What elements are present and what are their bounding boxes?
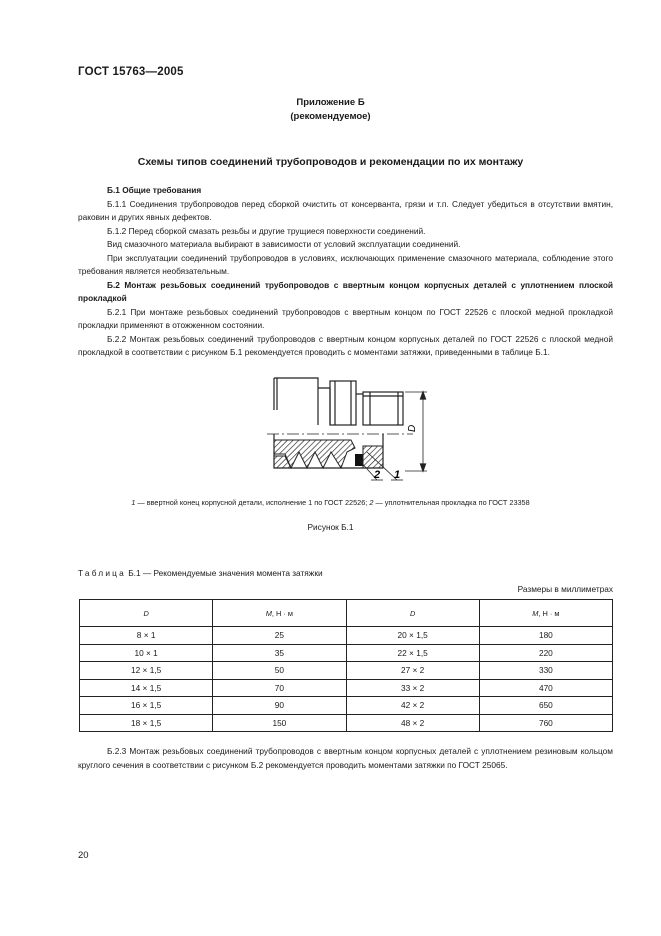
header-d-1: D [80,600,213,627]
section-b2-heading: Б.2 Монтаж резьбовых соединений трубопроводов с ввертным концом корпусных деталей с уплотнением плоской прокладкой [78,279,613,303]
paragraph-b1-3: Вид смазочного материала выбирают в зависимости от условий эксплуатации соединений. [107,239,461,249]
table-row: 12 × 1,5 50 27 × 2 330 [80,662,613,680]
paragraph-b2-1: Б.2.1 При монтаже резьбовых соединений трубопроводов с ввертным концом по ГОСТ 22526 с плоской медной прокладкой прокладки применяют в отожженном состоянии. [78,306,613,330]
section-b1-heading: Б.1 Общие требования [107,185,202,195]
table-row: 16 × 1,5 90 42 × 2 650 [80,697,613,715]
figure-caption: 1 — ввертной конец корпусной детали, исполнение 1 по ГОСТ 22526; 2 — уплотнительная прокладка по ГОСТ 23358 [131,498,530,507]
callout-2: 2 [374,469,381,481]
dimension-label: D [407,424,418,432]
table-row: 10 × 1 35 22 × 1,5 220 [80,644,613,662]
body-text [78,184,613,360]
figure-label: Рисунок Б.1 [307,522,354,532]
page-number: 20 [78,850,89,861]
section-title: Схемы типов соединений трубопроводов и рекомендации по их монтажу [137,156,524,168]
callout-1: 1 [394,469,401,481]
paragraph-b1-1: Б.1.1 Соединения трубопроводов перед сборкой очистить от консерванта, грязи и т.п. Следует убедиться в отсутствии вмятин, раковин и других явных дефектов. [78,198,613,222]
section-hatching [274,440,383,468]
table-row: 8 × 1 25 20 × 1,5 180 [80,627,613,645]
table-row: 18 × 1,5 150 48 × 2 760 [80,714,613,732]
paragraph-b1-4: При эксплуатации соединений трубопроводов в условиях, исключающих применение смазочного материала, соблюдение этого требования является необязательным. [78,252,613,276]
fitting-drawing [263,368,435,488]
paragraph-b2-3: Б.2.3 Монтаж резьбовых соединений трубопроводов с ввертным концом корпусных деталей с уплотнением резиновым кольцом круглого сечения в соответствии с рисунком Б.2 рекомендуется проводить моментами затяжки по ГОСТ 25065. [78,746,613,770]
torque-table [79,599,613,732]
header-m-2: M, Н · м [479,600,612,627]
paragraph-b1-2: Б.1.2 Перед сборкой смазать резьбы и другие трущиеся поверхности соединений. [107,225,426,236]
table-caption: Таблица Б.1 — Рекомендуемые значения момента затяжки [78,568,323,578]
table-units: Размеры в миллиметрах [517,584,613,594]
table-header-row [80,600,613,627]
appendix-title: Приложение Б [296,97,365,108]
table-row: 14 × 1,5 70 33 × 2 470 [80,679,613,697]
paragraph-b2-2: Б.2.2 Монтаж резьбовых соединений трубопроводов с ввертным концом корпусных деталей по ГОСТ 22526 с плоской медной прокладкой в соответствии с рисунком Б.1 рекомендуется проводить с моментами затяжки, приведенными в таблице Б.1. [78,333,613,357]
after-table-text [78,745,613,772]
appendix-status: (рекомендуемое) [290,111,371,122]
header-d-2: D [346,600,479,627]
header-m-1: M, Н · м [213,600,346,627]
document-header: ГОСТ 15763—2005 [78,66,184,78]
